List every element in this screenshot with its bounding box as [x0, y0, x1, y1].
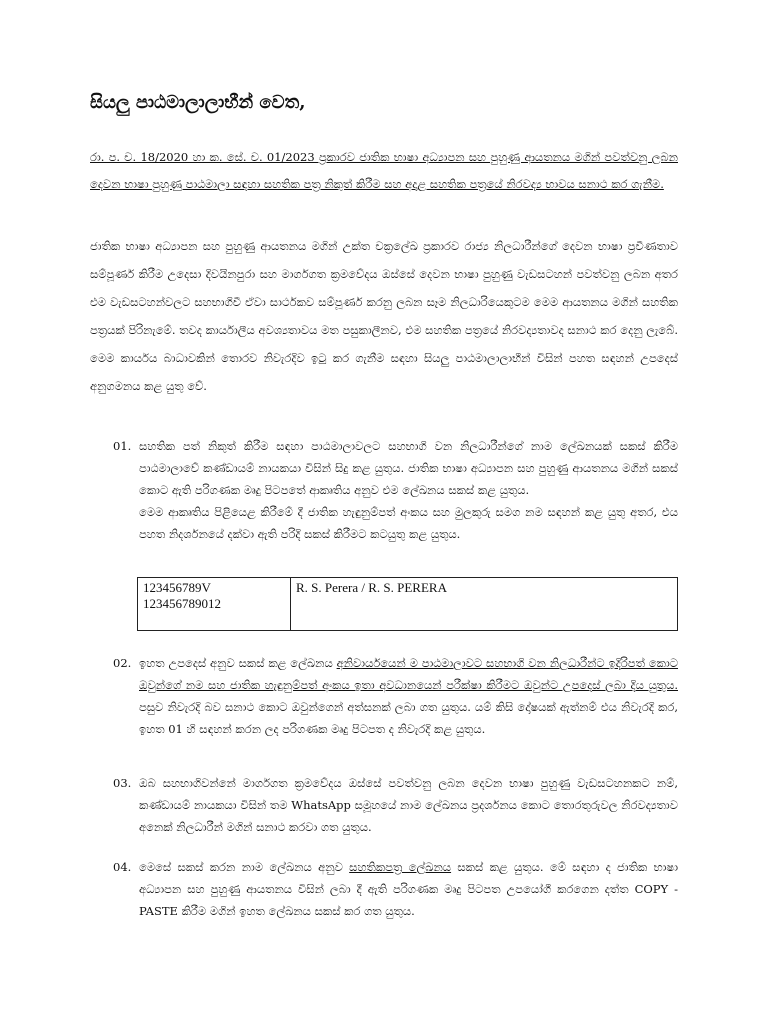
example-table — [137, 577, 678, 631]
item-text: සහතික පත් නිකුත් කිරීම සඳහා පාඨමාලාවලට සහභාගි වන නිලධාරීන්ගේ නාම ලේඛනයක් සකස් කිරීම පාඨමාලාවේ කණ්ඩායම් නායකයා විසින් සිදු කළ යුතුය. ජාතික භාෂා අධ්‍යාපන සහ පුහුණු ආයතනය මගින් සකස් කොට ඇති පරිගණක මෘදු පිටපතේ ආකෘතිය අනුව එම ලේඛනය සකස් කළ යුතුය. — [139, 439, 678, 497]
item-text — [139, 652, 678, 740]
item-text: ඔබ සහභාගිවන්නේ මාර්ගගත ක්‍රමවේදය ඔස්සේ පවත්වනු ලබන දෙවන භාෂා පුහුණු වැඩසටහනකට නම්, කණ්ඩායම් නායකයා විසින් තම WhatsApp සමූහයේ නාම ලේඛනය ප්‍රදර්ශනය කොට තොරතුරුවල නිරවද්‍යතාව අනෙක් නිලධාරීන් මගින් සනාථ කරවා ගත යුතුය. — [139, 776, 678, 834]
instruction-item-04 — [113, 856, 678, 922]
greeting-heading: සියලු පාඨමාලාලාභීන් වෙත, — [90, 92, 306, 113]
item-text — [139, 856, 678, 922]
item-number: 04. — [113, 860, 132, 874]
id-cell — [138, 578, 291, 631]
item-text-tail: පසුව නිවැරදි බව සනාථ කොට ඔවුන්ගෙන් අත්සනක් ලබා ගත යුතුය. යම් කිසි දෝෂයක් ඇත්නම් එය නිවැරදි කර, ඉහත 01 හි සඳහන් කරන ලද පරිගණක මෘදු පිටපත ද නිවැරදි කළ යුතුය. — [139, 700, 678, 736]
nic-new-format: 123456789012 — [143, 596, 221, 611]
item-number: 02. — [113, 656, 132, 670]
item-text-lead: මෙසේ සකස් කරන නාම ලේඛනය අනුව — [139, 860, 350, 874]
instruction-item-01 — [113, 435, 678, 545]
nic-old-format: 123456789V — [143, 580, 211, 595]
item-text-lead: ඉහත උපදෙස් අනුව සකස් කළ ලේඛනය — [139, 656, 337, 670]
item-text-continued: මෙම ආකෘතිය පිළියෙළ කිරීමේ දී ජාතික හැඳුනුම්පත් අංකය සහ මුලකුරු සමග නම සඳහන් කළ යුතු අතර, එය පහත නිදර්ශනයේ දක්වා ඇති පරිදි සකස් කිරීමට කටයුතු කළ යුතුය. — [139, 505, 678, 541]
item-text-emphasis: සහතිකපත්‍ර ලේඛනය — [349, 860, 452, 874]
item-number: 01. — [113, 439, 132, 453]
name-cell: R. S. Perera / R. S. PERERA — [291, 578, 678, 631]
item-number: 03. — [113, 776, 132, 790]
item-text-emphasis: අනිවාර්යයෙන් ම පාඨමාලාවට සහභාගි වන නිලධාරීන්ට ඉදිරිපත් කොට ඔවුන්ගේ නම සහ ජාතික හැඳුනුම්පත් අංකය ඉතා අවධානයෙන් පරීක්ෂා කිරීමට ඔවුන්ට උපදෙස් ලබා දිය යුතුය. — [139, 656, 679, 692]
item-text-tail: සකස් කළ යුතුය. මේ සඳහා ද ජාතික භාෂා අධ්‍යාපන සහ පුහුණු ආයතනය විසින් ලබා දී ඇති පරිගණක මෘදු පිටපත උපයෝගී කරගෙන දත්ත COPY - PASTE කිරීම මගින් ඉහත ලේඛනය සකස් කර ගත යුතුය. — [139, 860, 678, 918]
instruction-item-02 — [113, 652, 678, 740]
intro-paragraph: ජාතික භාෂා අධ්‍යාපන සහ පුහුණු ආයතනය මගින් උක්ත චක්‍රලේඛ ප්‍රකාරව රාජ්‍ය නිලධාරීන්ගේ දෙවන භාෂා ප්‍රවීණතාව සම්පූර්ණ කිරීම උදෙසා දිවයිනපුරා සහ මාර්ගගත ක්‍රමවේදය ඔස්සේ දෙවන භාෂා පුහුණු වැඩසටහන් පවත්වනු ලබන අතර එම වැඩසටහන්වලට සහභාගිවී ඒවා සාර්ථකව සම්පූර්ණ කරනු ලබන සෑම නිලධාරියෙකුටම මෙම ආයතනය මගින් සහතික පත්‍රයක් පිරිනැමේ. තවද කාර්යාලීය අවශ්‍යතාවය මත පසුකාලීනව, එම සහතික පත්‍රයේ නිරවද්‍යතාවද සනාථ කර දෙනු ලැබේ. මෙම කාර්යය බාධාවකින් තොරව නිවැරදිව ඉටු කර ගැනීම සඳහා සියලු පාඨමාලාලාභීන් විසින් පහත සඳහන් උපදෙස් අනුගමනය කළ යුතු වේ. — [90, 239, 678, 393]
table-row — [138, 578, 678, 631]
subject-line: රා. ප. ච. 18/2020 හා ක. සේ. ච. 01/2023 ප්‍රකාරව ජාතික භාෂා අධ්‍යාපන සහ පුහුණු ආයතනය මගින් පවත්වනු ලබන දෙවන භාෂා පුහුණු පාඨමාලා සඳහා සහතික පත්‍ර නිකුත් කිරීම සහ අදාළ සහතික පත්‍රයේ නිරවද්‍ය භාවය සනාථ කර ගැනීම. — [90, 150, 678, 191]
instruction-item-03 — [113, 772, 678, 838]
